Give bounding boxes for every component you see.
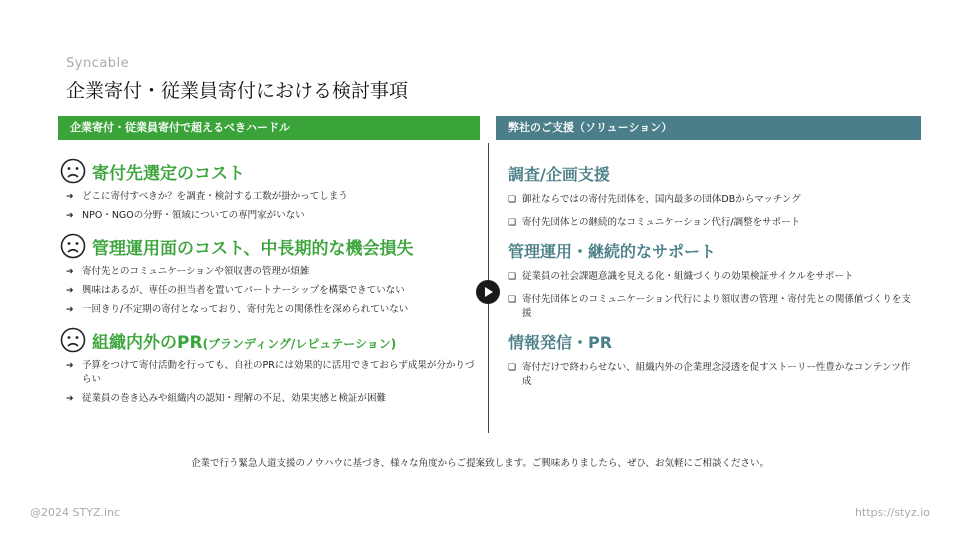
solution-section xyxy=(508,162,918,230)
hurdle-section-title: 組織内外のPR(ブランディング/レピュテーション) xyxy=(92,332,397,353)
right-header-bar: 弊社のご支援（ソリューション） xyxy=(496,116,921,140)
list-item: ❑ 御社ならではの寄付先団体を、国内最多の団体DBからマッチング xyxy=(508,194,801,205)
list-item: ➔ 一回きり/不定期の寄付となっており、寄付先との関係性を深められていない xyxy=(66,304,409,315)
arrow-icon: ➔ xyxy=(66,267,74,277)
arrow-icon: ➔ xyxy=(66,305,74,315)
list-item: ❑ 寄付だけで終わらせない、組織内外の企業理念浸透を促すストーリー性豊かなコンテンツ作成 xyxy=(508,362,911,387)
hurdle-section xyxy=(60,327,480,406)
list-item: ❑ 寄付先団体とのコミュニケーション代行により領収書の管理・寄付先との関係値づくりを支援 xyxy=(508,294,911,319)
hurdle-section-title: 寄付先選定のコスト xyxy=(92,163,245,184)
checkbox-icon: ❑ xyxy=(508,363,517,373)
page-title: 企業寄付・従業員寄付における検討事項 xyxy=(66,80,409,102)
left-header-bar: 企業寄付・従業員寄付で超えるべきハードル xyxy=(58,116,480,140)
brand-logo: Syncable xyxy=(66,56,130,71)
solution-section xyxy=(508,330,918,389)
solutions-column xyxy=(508,162,918,398)
arrow-icon: ➔ xyxy=(66,192,74,202)
sad-face-icon xyxy=(60,158,86,184)
sad-face-icon xyxy=(60,327,86,353)
hurdle-section-header xyxy=(60,233,480,259)
solution-section-title: 管理運用・継続的なサポート xyxy=(508,242,717,261)
site-url[interactable]: https://styz.io xyxy=(854,506,930,519)
arrow-icon: ➔ xyxy=(66,211,74,221)
list-item: ➔ NPO・NGOの分野・領域についての専門家がいない xyxy=(66,210,305,221)
sad-face-icon xyxy=(60,233,86,259)
checkbox-icon: ❑ xyxy=(508,218,517,228)
footer-note: 企業で行う緊急人道支援のノウハウに基づき、様々な角度からご提案致します。ご興味ありましたら、ぜひ、お気軽にご相談ください。 xyxy=(191,458,769,469)
hurdle-section-header xyxy=(60,327,480,353)
list-item: ➔ 興味はあるが、専任の担当者を置いてパートナーシップを構築できていない xyxy=(66,285,405,296)
list-item: ❑ 従業員の社会課題意識を見える化・組織づくりの効果検証サイクルをサポート xyxy=(508,271,854,282)
hurdles-column xyxy=(60,158,480,416)
list-item: ➔ 寄付先とのコミュニケーションや領収書の管理が煩雑 xyxy=(66,266,310,277)
checkbox-icon: ❑ xyxy=(508,295,517,305)
arrow-icon: ➔ xyxy=(66,394,74,404)
copyright: @2024 STYZ.inc xyxy=(30,506,121,519)
list-item: ➔ 予算をつけて寄付活動を行っても、自社のPRには効果的に活用できておらず成果が分かりづらい xyxy=(66,360,475,385)
solution-section xyxy=(508,239,918,321)
hurdle-section-title: 管理運用面のコスト、中長期的な機会損失 xyxy=(92,238,414,259)
arrow-icon: ➔ xyxy=(66,361,74,371)
list-item: ➔ どこに寄付すべきか？を調査・検討する工数が掛かってしまう xyxy=(66,191,348,202)
arrow-icon: ➔ xyxy=(66,286,74,296)
hurdle-section xyxy=(60,158,480,223)
solution-section-title: 調査/企画支援 xyxy=(508,165,610,184)
hurdle-section xyxy=(60,233,480,317)
checkbox-icon: ❑ xyxy=(508,195,517,205)
list-item: ❑ 寄付先団体との継続的なコミュニケーション代行/調整をサポート xyxy=(508,217,801,228)
hurdle-section-header xyxy=(60,158,480,184)
list-item: ➔ 従業員の巻き込みや組織内の認知・理解の不足、効果実感と検証が困難 xyxy=(66,393,387,404)
solution-section-title: 情報発信・PR xyxy=(508,333,613,352)
checkbox-icon: ❑ xyxy=(508,272,517,282)
